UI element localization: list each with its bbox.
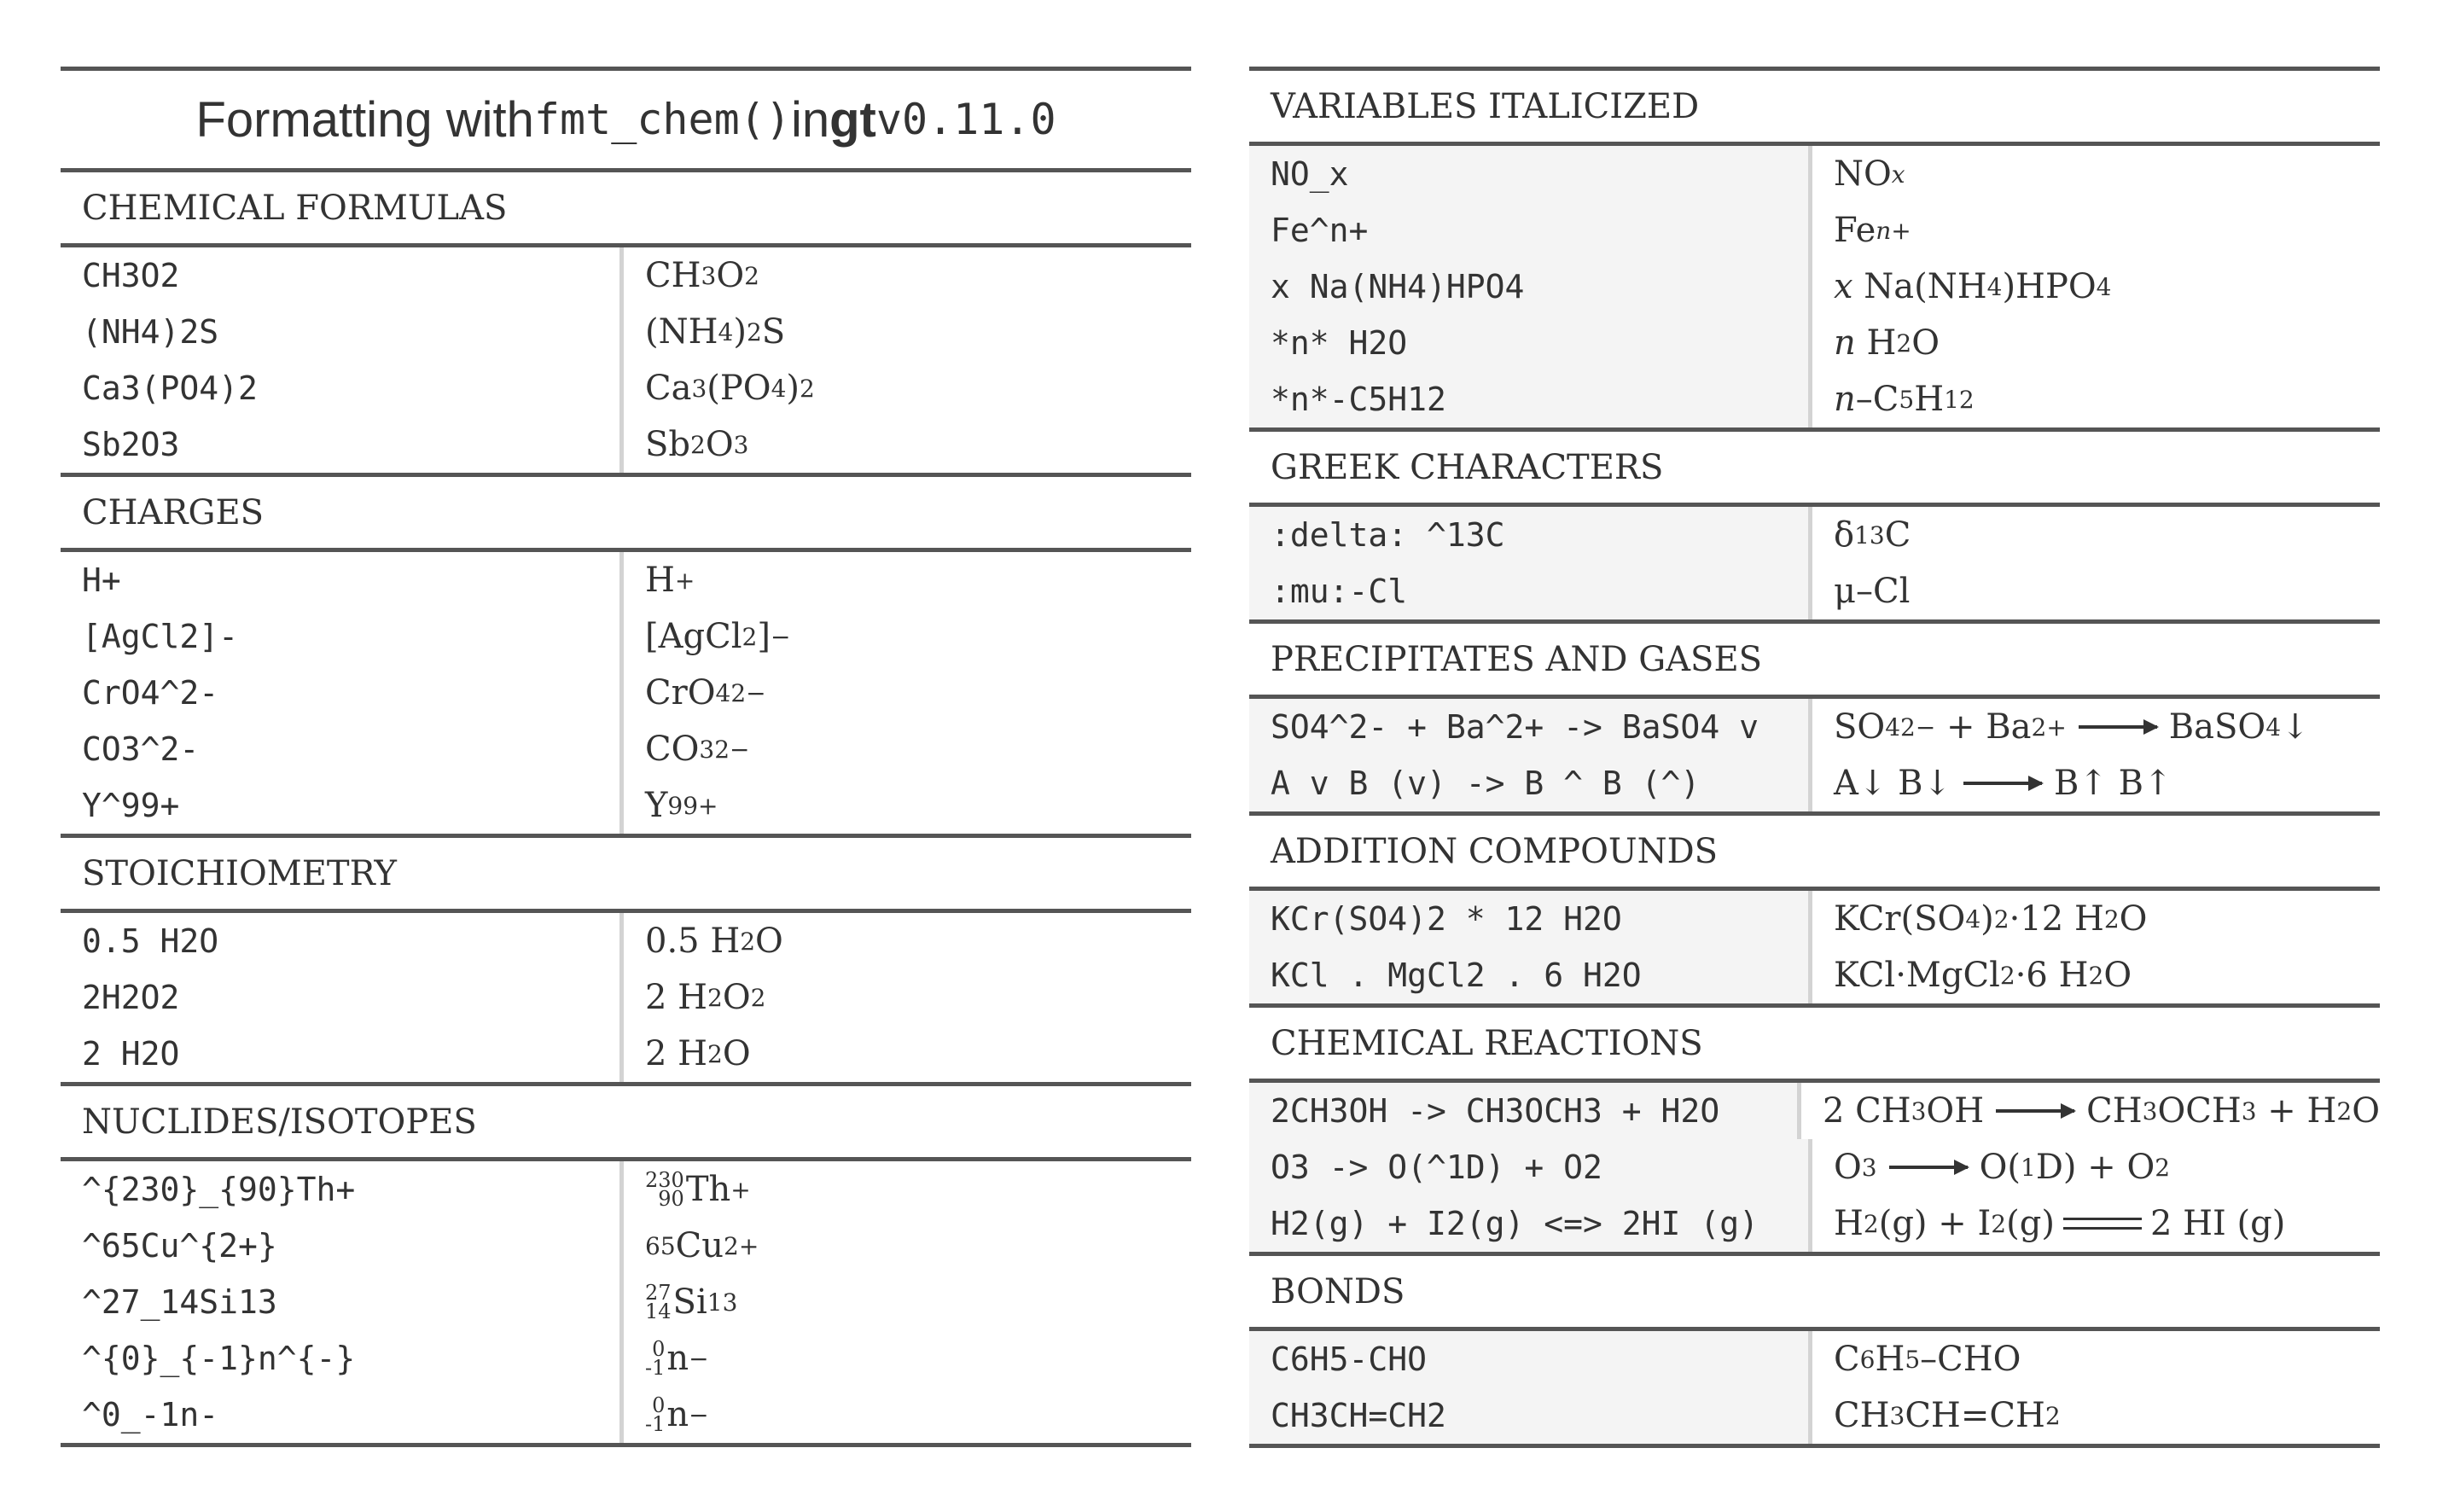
output-cell: CrO 4 2− [645,673,766,712]
table-row [61,969,1191,1026]
table-row [1249,146,2380,202]
input-cell: CO3^2- [61,721,624,777]
table-row [1249,202,2380,259]
input-cell: x Na(NH4)HPO4 [1249,259,1812,315]
group-precipitates: PRECIPITATES AND GASES [1249,624,2380,699]
output-cell: H 2 (g) + I 2 (g) 2 HI (g) [1834,1204,2286,1243]
title-pkg: gt [829,91,876,148]
table-row [61,360,1191,416]
input-cell: 2CH3OH -> CH3OCH3 + H2O [1249,1083,1801,1139]
input-cell: ^0_-1n- [61,1387,624,1443]
table-row [1249,371,2380,432]
input-cell: H2(g) + I2(g) <=> 2HI (g) [1249,1195,1812,1252]
output-cell: 2 H 2 O 2 [645,978,766,1017]
group-chemical-formulas: CHEMICAL FORMULAS [61,172,1191,247]
output-cell: n –C 5 H 12 [1834,380,1975,419]
output-cell: O 3 O( 1 D) + O 2 [1834,1148,2171,1187]
table-row [61,665,1191,721]
output-cell: (NH 4 ) 2 S [645,312,786,352]
input-cell: Fe^n+ [1249,202,1812,259]
output-cell: KCr(SO 4 ) 2 ·12 H 2 O [1834,899,2148,939]
input-cell: *n*-C5H12 [1249,371,1812,427]
input-cell: Sb2O3 [61,416,624,473]
group-stoichiometry: STOICHIOMETRY [61,838,1191,913]
output-cell: Y 99+ [645,786,718,825]
output-cell: CH 3 CH=CH 2 [1834,1396,2061,1435]
input-cell: ^65Cu^{2+} [61,1218,624,1274]
table-row [61,304,1191,360]
input-cell: :delta: ^13C [1249,507,1812,563]
group-charges: CHARGES [61,477,1191,552]
input-cell: Y^99+ [61,777,624,834]
arrow-icon [1996,1109,2074,1113]
input-cell: O3 -> O(^1D) + O2 [1249,1139,1812,1195]
arrow-icon [1889,1166,1968,1169]
table-row [61,1330,1191,1387]
right-table [1249,67,2380,1448]
table-row [61,777,1191,838]
table-row [1249,947,2380,1008]
table-row [1249,891,2380,947]
output-cell: A↓ B↓ B↑ B↑ [1834,764,2172,803]
input-cell: *n* H2O [1249,315,1812,371]
output-cell: μ–Cl [1834,572,1911,611]
output-cell: 2 CH 3 OH CH 3 OCH 3 + H 2 O [1822,1091,2380,1131]
table-row [1249,1139,2380,1195]
input-cell: ^{0}_{-1}n^{-} [61,1330,624,1387]
output-cell: x Na(NH 4 )HPO 4 [1834,267,2112,306]
output-cell: 230 90 Th + [645,1168,751,1211]
group-reactions: CHEMICAL REACTIONS [1249,1008,2380,1083]
input-cell: 2H2O2 [61,969,624,1026]
table-row [61,1218,1191,1274]
table-row [1249,259,2380,315]
group-greek: GREEK CHARACTERS [1249,432,2380,507]
table-row [61,552,1191,608]
input-cell: CH3CH=CH2 [1249,1387,1812,1444]
output-cell: 2 H 2 O [645,1034,751,1073]
input-cell: 2 H2O [61,1026,624,1082]
output-cell: Fe n+ [1834,211,1911,250]
table-row [61,913,1191,969]
output-cell: KCl·MgCl 2 ·6 H 2 O [1834,956,2132,995]
table-row [61,608,1191,665]
table-row [1249,755,2380,816]
group-variables: VARIABLES ITALICIZED [1249,67,2380,146]
input-cell: NO_x [1249,146,1812,202]
table-row [1249,699,2380,755]
table-row [61,1387,1191,1447]
input-cell: SO4^2- + Ba^2+ -> BaSO4 v [1249,699,1812,755]
input-cell: A v B (v) -> B ^ B (^) [1249,755,1812,811]
input-cell: [AgCl2]- [61,608,624,665]
table-row [1249,507,2380,563]
table-row [1249,1083,2380,1139]
input-cell: CrO4^2- [61,665,624,721]
left-table [61,67,1191,1447]
table-row [61,1161,1191,1218]
table-row [1249,1195,2380,1256]
input-cell: KCl . MgCl2 . 6 H2O [1249,947,1812,1003]
output-cell: CO 3 2− [645,730,750,769]
table-row [61,416,1191,477]
output-cell: NO x [1834,154,1905,194]
table-row [1249,1331,2380,1387]
title-version: v0.11.0 [875,95,1056,144]
arrow-icon [2079,725,2157,729]
group-nuclides: NUCLIDES/ISOTOPES [61,1086,1191,1161]
output-cell: CH 3 O 2 [645,256,759,295]
output-cell: 0 -1 n − [645,1337,709,1380]
output-cell: 0.5 H 2 O [645,922,783,961]
input-cell: 0.5 H2O [61,913,624,969]
input-cell: CH3O2 [61,247,624,304]
output-cell: Ca 3 (PO 4 ) 2 [645,369,815,408]
output-cell: [AgCl 2 ] − [645,617,791,656]
output-cell: C 6 H 5 –CHO [1834,1340,2021,1379]
output-cell: δ 13 C [1834,515,1911,555]
table-row [1249,1387,2380,1448]
table-row [1249,315,2380,371]
input-cell: (NH4)2S [61,304,624,360]
equilibrium-arrow-icon [2063,1218,2142,1230]
output-cell: 27 14 Si 13 [645,1281,738,1323]
output-cell: Sb 2 O 3 [645,425,749,464]
output-cell: SO 4 2− + Ba 2+ BaSO 4 ↓ [1834,707,2310,747]
output-cell: 0 -1 n − [645,1393,709,1436]
output-cell: H + [645,561,695,600]
input-cell: KCr(SO4)2 * 12 H2O [1249,891,1812,947]
input-cell: H+ [61,552,624,608]
input-cell: ^27_14Si13 [61,1274,624,1330]
title-fn: fmt_chem() [533,95,791,144]
table-row [1249,563,2380,624]
table-row [61,1274,1191,1330]
table-row [61,721,1191,777]
input-cell: Ca3(PO4)2 [61,360,624,416]
title-mid: in [790,91,830,148]
group-addition: ADDITION COMPOUNDS [1249,816,2380,891]
table-row [61,1026,1191,1086]
table-title [61,67,1191,172]
input-cell: :mu:-Cl [1249,563,1812,619]
table-row [61,247,1191,304]
group-bonds: BONDS [1249,1256,2380,1331]
title-prefix: Formatting with [195,91,534,148]
input-cell: C6H5-CHO [1249,1331,1812,1387]
input-cell: ^{230}_{90}Th+ [61,1161,624,1218]
arrow-icon [1963,782,2042,785]
output-cell: 65 Cu 2+ [645,1226,759,1265]
output-cell: n H 2 O [1834,323,1940,363]
